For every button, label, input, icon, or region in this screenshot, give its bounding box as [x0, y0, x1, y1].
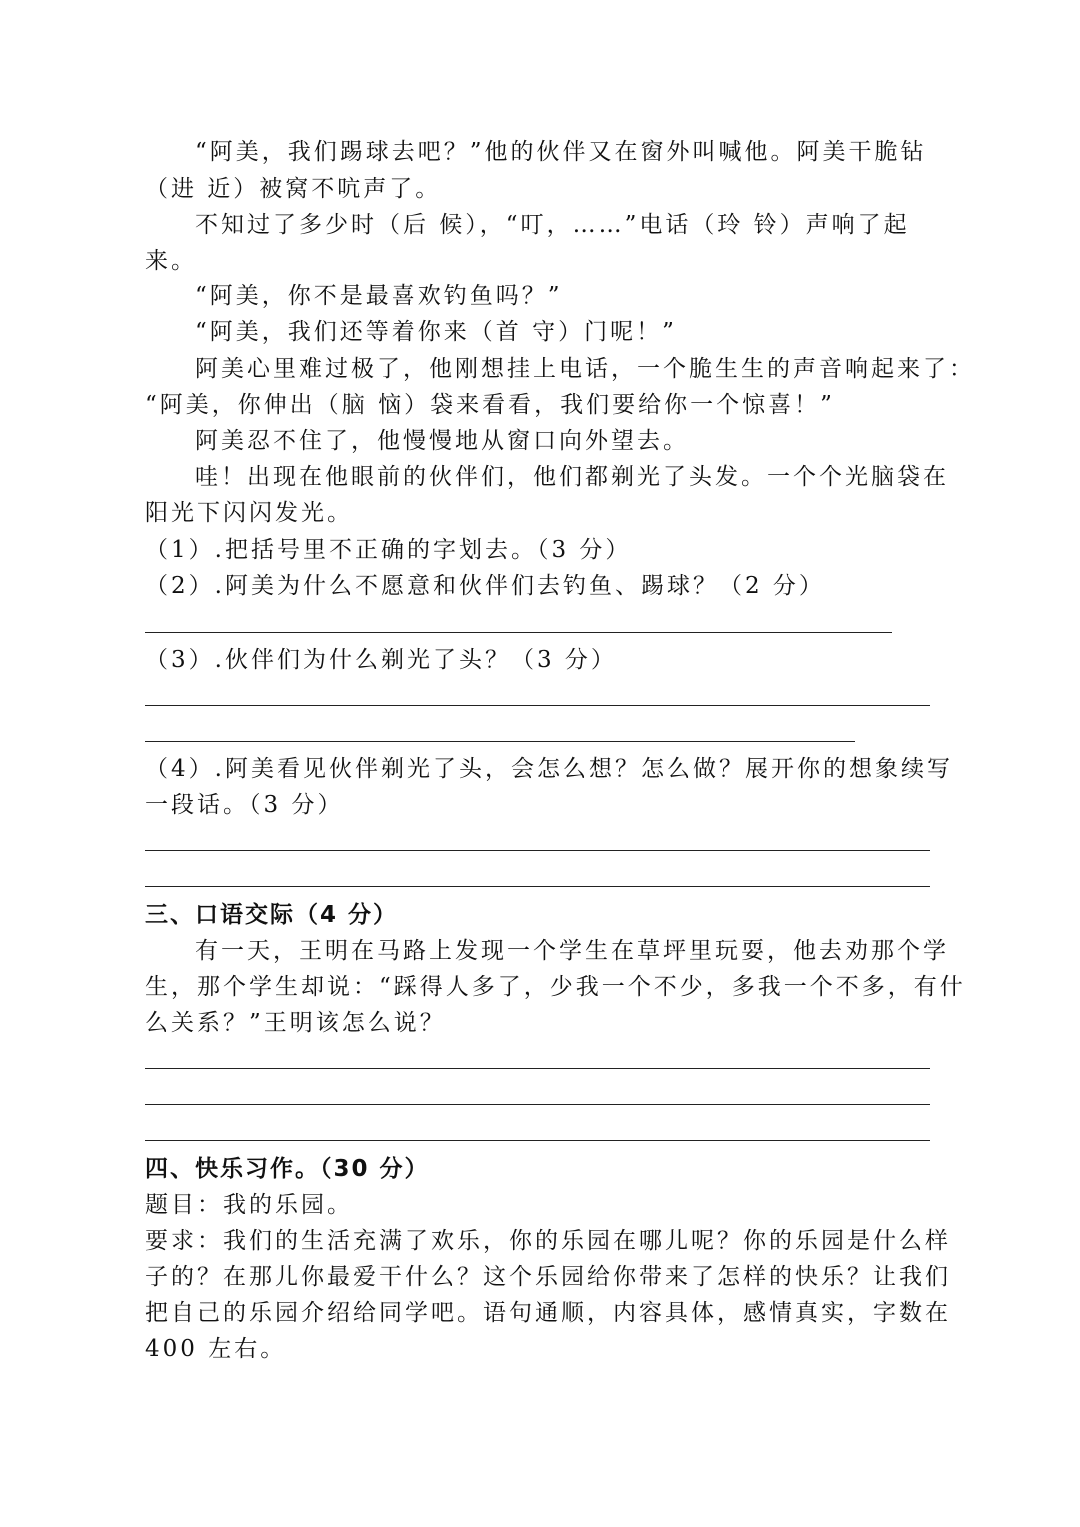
essay-requirements-line-1: 要求：我们的生活充满了欢乐，你的乐园在哪儿呢？你的乐园是什么样	[145, 1228, 951, 1254]
story-paragraph-7-line-2: 阳光下闪闪发光。	[145, 500, 353, 526]
answer-line[interactable]	[145, 850, 930, 851]
section-3-text-line-1: 有一天，王明在马路上发现一个学生在草坪里玩耍，他去劝那个学	[195, 938, 949, 964]
essay-requirements-line-4: 400 左右。	[145, 1336, 287, 1362]
story-paragraph-4: “阿美，我们还等着你来（首 守）门呢！”	[195, 319, 677, 345]
answer-line[interactable]	[145, 1140, 930, 1141]
answer-line[interactable]	[145, 632, 892, 633]
story-paragraph-6: 阿美忍不住了，他慢慢地从窗口向外望去。	[195, 428, 689, 454]
question-4-line-2: 一段话。（3 分）	[145, 792, 344, 818]
story-paragraph-5-line-1: 阿美心里难过极了，他刚想挂上电话，一个脆生生的声音响起来了：	[195, 356, 975, 382]
question-4-line-1: （4）.阿美看见伙伴剃光了头，会怎么想？怎么做？展开你的想象续写	[145, 756, 953, 782]
question-2: （2）.阿美为什么不愿意和伙伴们去钓鱼、踢球？（2 分）	[145, 573, 825, 599]
question-1: （1）.把括号里不正确的字划去。（3 分）	[145, 537, 632, 563]
story-paragraph-1-line-1: “阿美，我们踢球去吧？”他的伙伴又在窗外叫喊他。阿美干脆钻	[195, 139, 927, 165]
section-3-text-line-2: 生，那个学生却说：“踩得人多了，少我一个不少，多我一个不多，有什	[145, 974, 966, 1000]
answer-line[interactable]	[145, 741, 855, 742]
story-paragraph-3: “阿美，你不是最喜欢钓鱼吗？”	[195, 283, 563, 309]
story-paragraph-2-line-1: 不知过了多少时（后 候），“叮，……”电话（玲 铃）声响了起	[195, 212, 910, 238]
essay-requirements-line-3: 把自己的乐园介绍给同学吧。语句通顺，内容具体，感情真实，字数在	[145, 1300, 951, 1326]
answer-line[interactable]	[145, 705, 930, 706]
answer-line[interactable]	[145, 1068, 930, 1069]
question-3: （3）.伙伴们为什么剃光了头？（3 分）	[145, 647, 617, 673]
story-paragraph-7-line-1: 哇！出现在他眼前的伙伴们，他们都剃光了头发。一个个光脑袋在	[195, 464, 949, 490]
section-3-heading: 三、口语交际（4 分）	[145, 902, 399, 928]
answer-line[interactable]	[145, 1104, 930, 1105]
essay-requirements-line-2: 子的？在那儿你最爱干什么？这个乐园给你带来了怎样的快乐？让我们	[145, 1264, 951, 1290]
story-paragraph-5-line-2: “阿美，你伸出（脑 恼）袋来看看，我们要给你一个惊喜！”	[145, 392, 835, 418]
story-paragraph-2-line-2: 来。	[145, 248, 197, 274]
section-3-text-line-3: 么关系？”王明该怎么说？	[145, 1010, 446, 1036]
essay-title: 题目：我的乐园。	[145, 1192, 353, 1218]
answer-line[interactable]	[145, 886, 930, 887]
story-paragraph-1-line-2: （进 近）被窝不吭声了。	[145, 176, 442, 202]
section-4-heading: 四、快乐习作。（30 分）	[145, 1156, 430, 1182]
